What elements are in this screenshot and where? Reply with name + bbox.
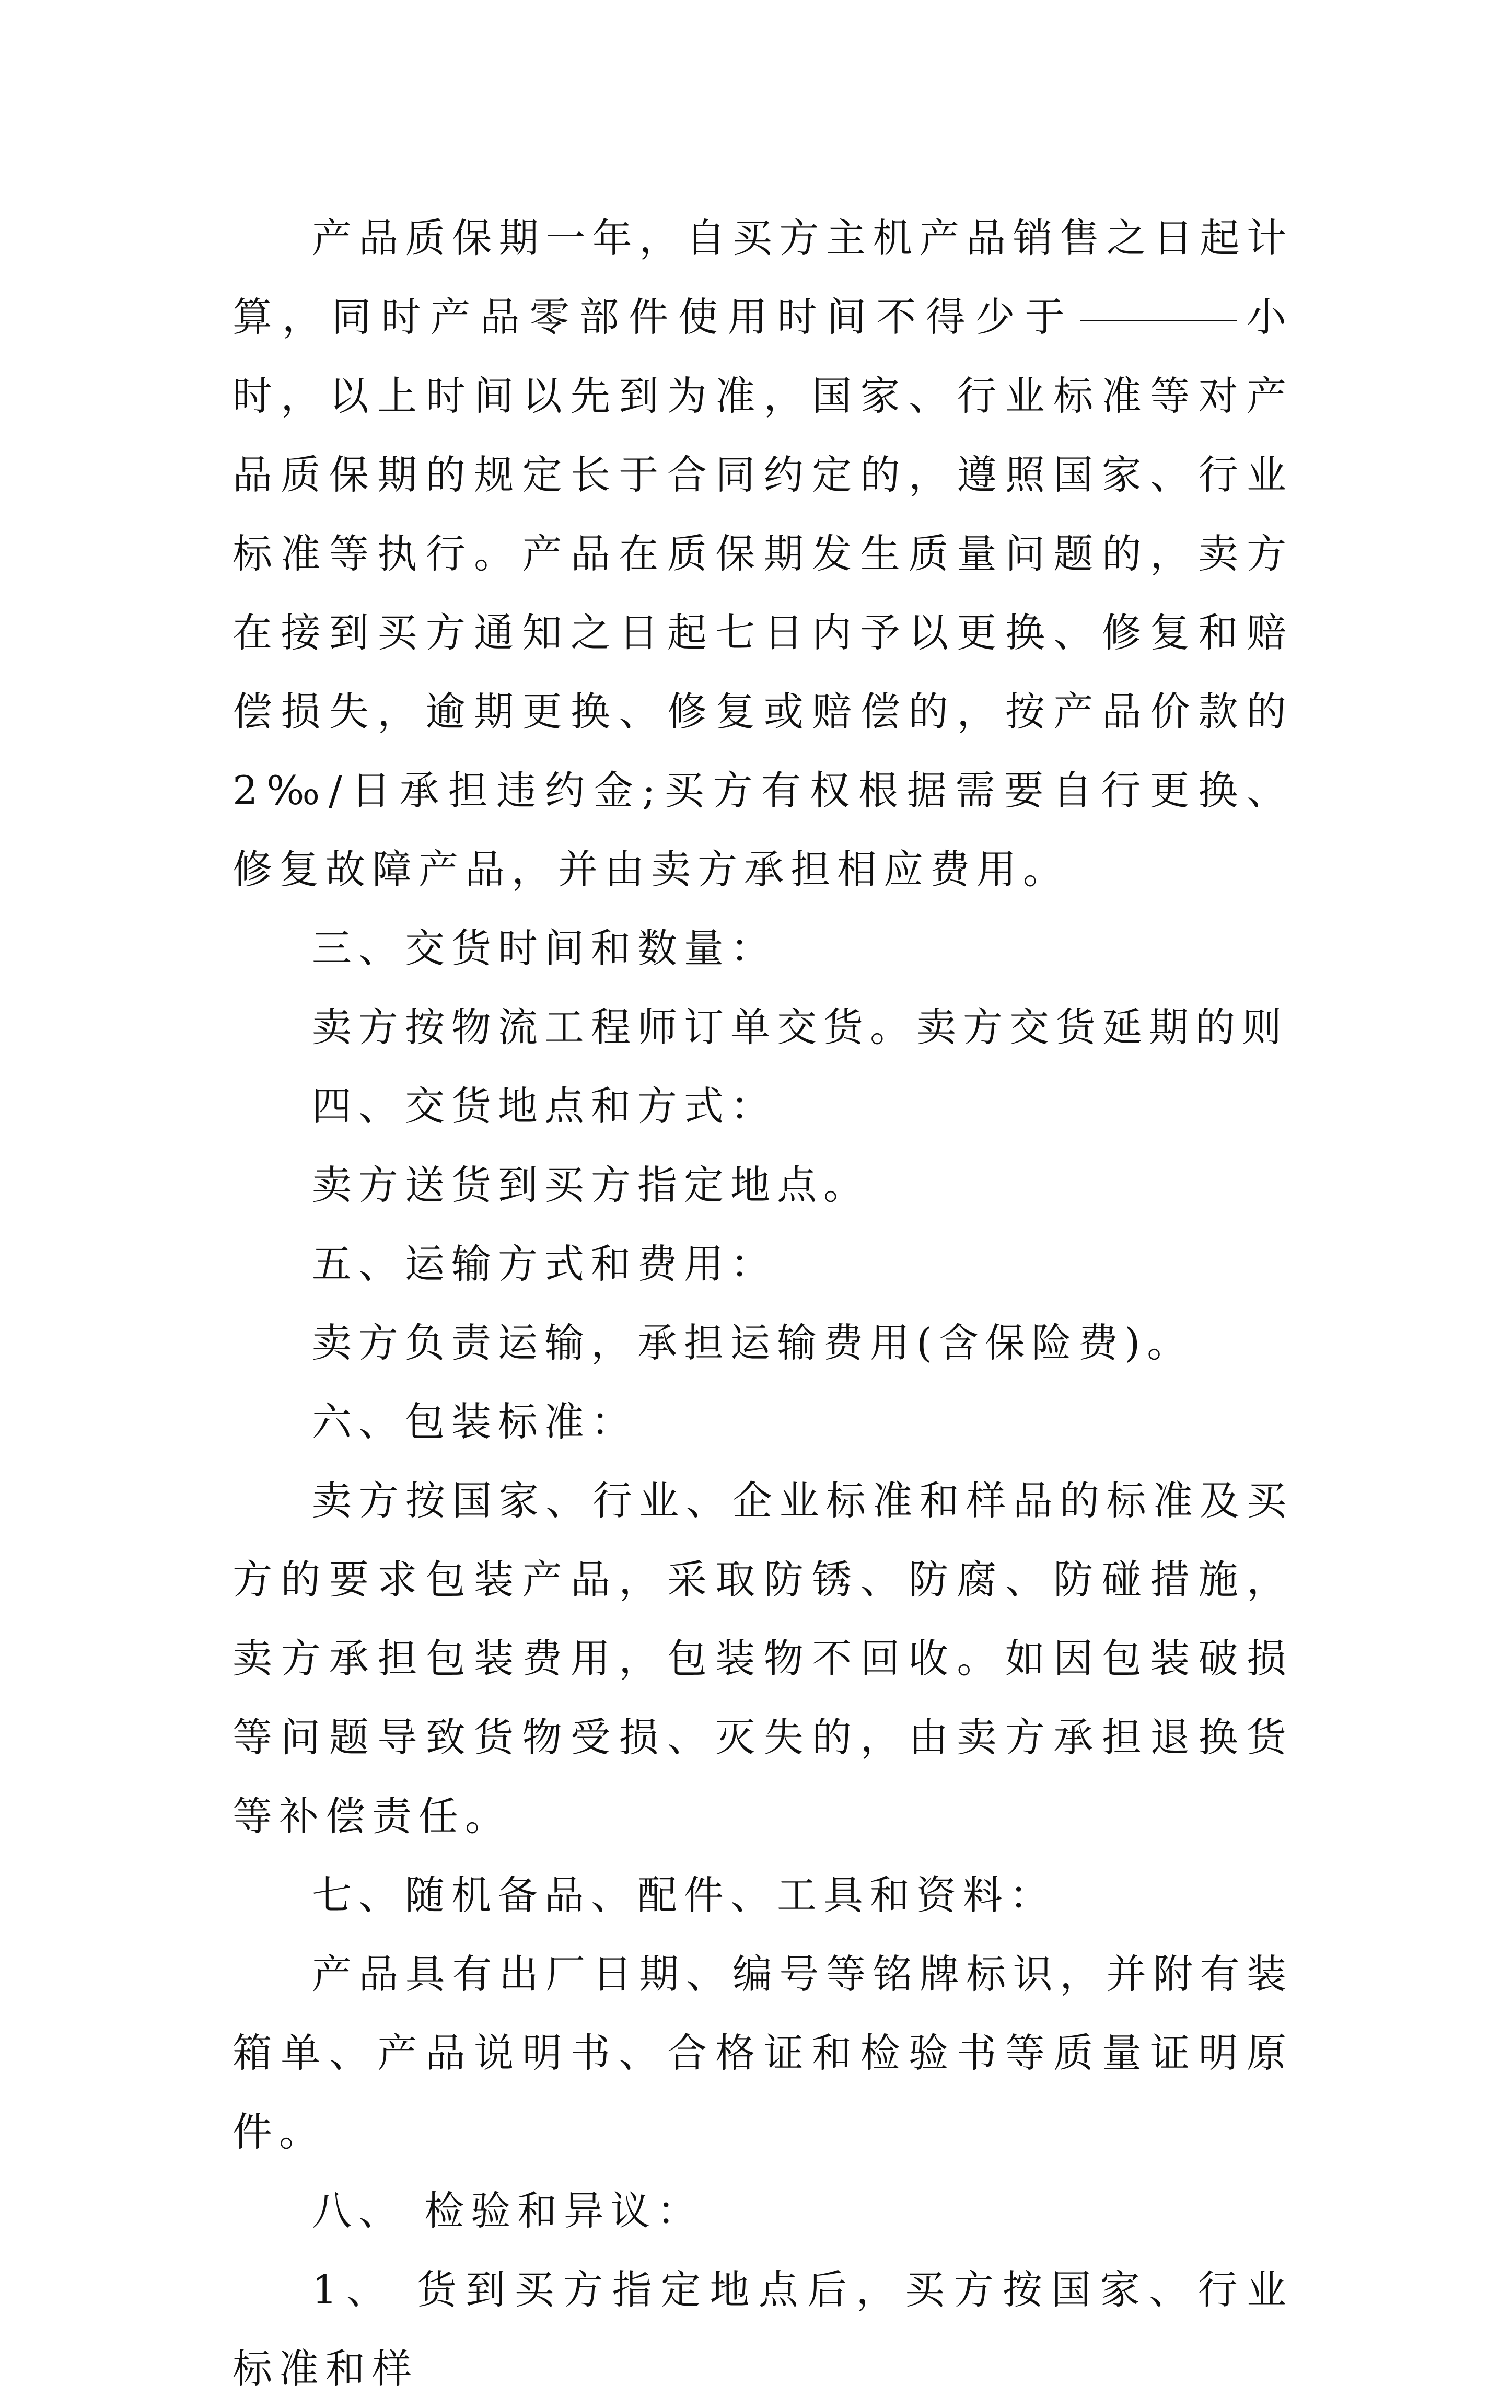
paragraph-warranty-text-part2: 小时，以上时间以先到为准，国家、行业标准等对产品质保期的规定长于合同约定的，遵照国家、行业标准等执行。产品在质保期发生质量问题的，卖方在接到买方通知之日起七日内予以更换、修复和赔偿损失，逾期更换、修复或赔偿的，按产品价款的2‰/日承担违约金;买方有权根据需要自行更换、修复故障产品，并由卖方承担相应费用。 xyxy=(232,294,1294,893)
hours-blank-field xyxy=(1080,319,1237,321)
paragraph-warranty-text-part1: 产品质保期一年，自买方主机产品销售之日起计算，同时产品零部件使用时间不得少于 xyxy=(232,215,1293,340)
section-heading-delivery-place: 四、交货地点和方式： xyxy=(312,1083,777,1129)
paragraph-inspection-item-1: 1、 货到买方指定地点后，买方按国家、行业标准和样 xyxy=(232,2266,1293,2392)
document-body xyxy=(232,199,1293,2408)
section-heading-transport: 五、运输方式和费用： xyxy=(312,1241,777,1287)
section-heading-inspection: 八、 检验和异议： xyxy=(312,2187,704,2234)
section-heading-delivery-time: 三、交货时间和数量： xyxy=(312,925,777,971)
paragraph-transport: 卖方负责运输，承担运输费用(含保险费)。 xyxy=(312,1319,1194,1366)
section-heading-accessories: 七、随机备品、配件、工具和资料： xyxy=(312,1872,1056,1918)
paragraph-accessories: 产品具有出厂日期、编号等铭牌标识，并附有装箱单、产品说明书、合格证和检验书等质量证明原件。 xyxy=(232,1951,1293,2155)
section-heading-packaging: 六、包装标准： xyxy=(312,1398,637,1445)
paragraph-warranty xyxy=(232,199,1293,909)
paragraph-delivery-place: 卖方送货到买方指定地点。 xyxy=(312,1162,870,1208)
paragraph-packaging: 卖方按国家、行业、企业标准和样品的标准及买方的要求包装产品，采取防锈、防腐、防碰措施，卖方承担包装费用，包装物不回收。如因包装破损等问题导致货物受损、灭失的，由卖方承担退换货等补偿责任。 xyxy=(232,1477,1293,1839)
paragraph-delivery-time: 卖方按物流工程师订单交货。卖方交货延期的则 xyxy=(312,1004,1288,1050)
